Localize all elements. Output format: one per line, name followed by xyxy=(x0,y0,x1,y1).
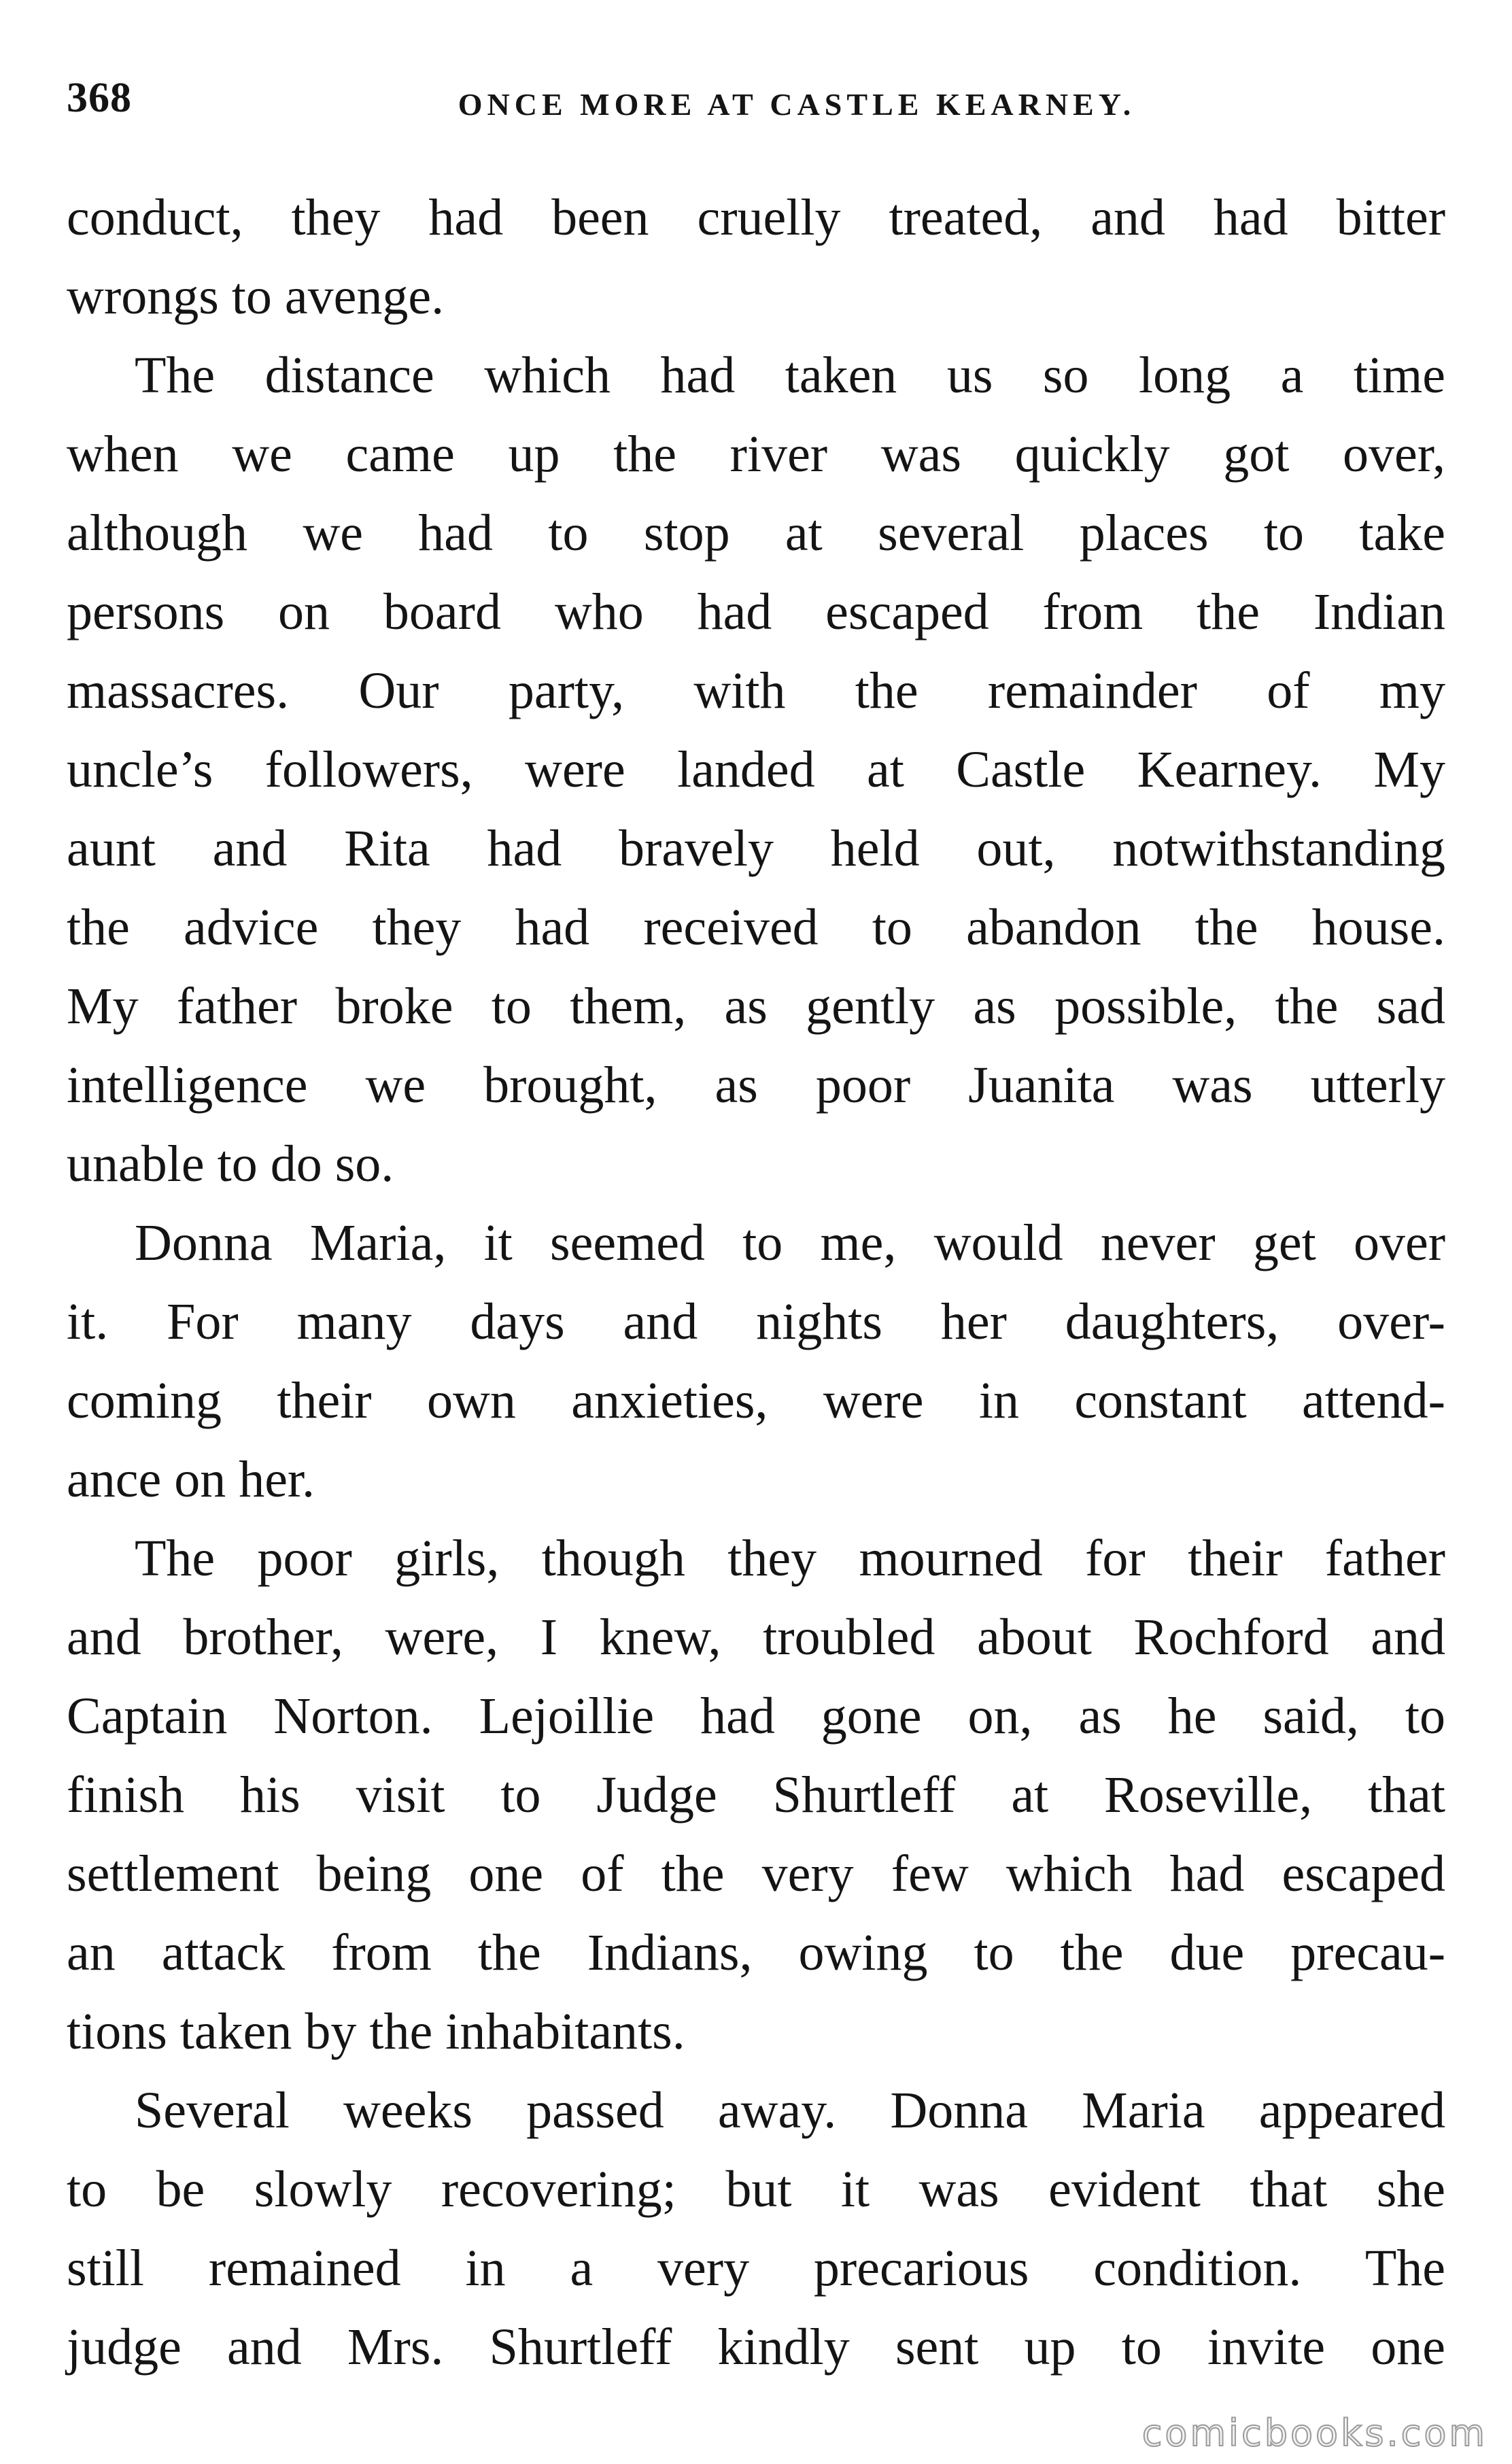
text-line: The poor girls, though they mourned for their father xyxy=(135,1530,1445,1587)
text-line: wrongs to avenge. xyxy=(67,268,445,325)
text-line: conduct, they had been cruelly treated, and had bitter xyxy=(67,189,1445,246)
text-line: persons on board who had escaped from the Indian xyxy=(67,583,1445,640)
running-title: ONCE MORE AT CASTLE KEARNEY. xyxy=(458,87,1136,122)
text-line: it. For many days and nights her daughters, over- xyxy=(67,1293,1445,1350)
text-line: tions taken by the inhabitants. xyxy=(67,2003,685,2060)
page-number: 368 xyxy=(67,75,132,121)
text-line: the advice they had received to abandon the house. xyxy=(67,899,1445,956)
paragraph xyxy=(67,336,1445,1203)
text-line: although we had to stop at several places to take xyxy=(67,504,1445,562)
paragraph xyxy=(67,1519,1445,2071)
text-line: settlement being one of the very few which had escaped xyxy=(67,1845,1445,1902)
paragraph xyxy=(67,178,1445,336)
text-line: an attack from the Indians, owing to the due precau- xyxy=(67,1924,1445,1981)
text-line: and brother, were, I knew, troubled about Rochford and xyxy=(67,1609,1445,1666)
text-line: to be slowly recovering; but it was evident that she xyxy=(67,2161,1445,2218)
text-line: still remained in a very precarious condition. The xyxy=(67,2240,1445,2297)
paragraph xyxy=(67,2071,1445,2386)
body-text xyxy=(67,178,1445,2386)
text-line: finish his visit to Judge Shurtleff at Roseville, that xyxy=(67,1766,1445,1824)
text-line: coming their own anxieties, were in constant attend- xyxy=(67,1372,1445,1429)
text-line: intelligence we brought, as poor Juanita was utterly xyxy=(67,1057,1445,1114)
text-line: unable to do so. xyxy=(67,1135,394,1193)
text-line: uncle’s followers, were landed at Castle Kearney. My xyxy=(67,741,1445,798)
paragraph xyxy=(67,1203,1445,1519)
text-line: massacres. Our party, with the remainder of my xyxy=(67,662,1445,719)
text-line: Donna Maria, it seemed to me, would never get over xyxy=(135,1214,1445,1271)
text-line: My father broke to them, as gently as possible, the sad xyxy=(67,978,1445,1035)
text-line: The distance which had taken us so long a time xyxy=(135,347,1445,404)
text-line: Several weeks passed away. Donna Maria appeared xyxy=(135,2082,1445,2139)
text-line: aunt and Rita had bravely held out, notwithstanding xyxy=(67,820,1445,877)
text-line: Captain Norton. Lejoillie had gone on, as he said, to xyxy=(67,1688,1445,1745)
text-line: ance on her. xyxy=(67,1451,315,1508)
text-line: judge and Mrs. Shurtleff kindly sent up to invite one xyxy=(67,2318,1445,2376)
page-header xyxy=(67,64,1445,132)
watermark-logo: comicbooks.com xyxy=(1141,2412,1488,2454)
text-line: when we came up the river was quickly got over, xyxy=(67,426,1445,483)
